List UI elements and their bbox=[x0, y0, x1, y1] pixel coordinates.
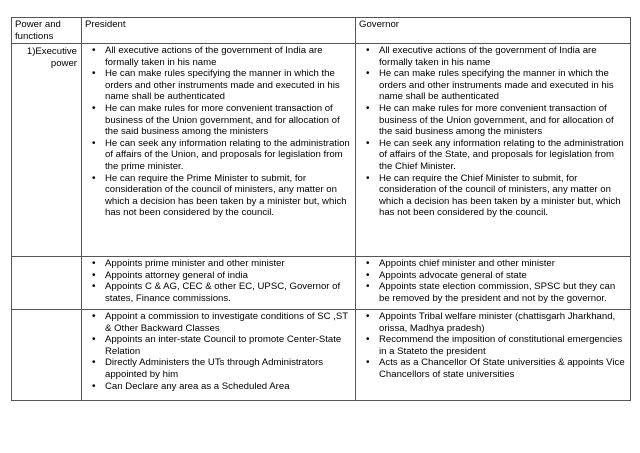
list-item: • Appoints attorney general of india bbox=[85, 270, 351, 282]
list-item: • He can make rules specifying the manner in which the orders and other instruments made and executed in his name shall be authenticated bbox=[359, 68, 626, 103]
row-label bbox=[12, 310, 82, 401]
header-row bbox=[12, 18, 631, 44]
header-governor: Governor bbox=[356, 18, 631, 44]
governor-cell bbox=[356, 257, 631, 310]
header-power-functions: Power and functions bbox=[12, 18, 82, 44]
governor-cell bbox=[356, 44, 631, 257]
list-item: • He can make rules for more convenient transaction of business of the Union government, and for allocation of the said business among the ministers bbox=[359, 103, 626, 138]
governor-list bbox=[356, 44, 630, 221]
list-item: • He can require the Prime Minister to submit, for consideration of the council of ministers, any matter on which a decision has been taken by a minister but, which has not been considered by the council. bbox=[85, 173, 351, 219]
list-item: • Recommend the imposition of constitutional emergencies in a Stateto the president bbox=[359, 334, 626, 357]
header-president: President bbox=[82, 18, 356, 44]
list-item: • He can make rules for more convenient transaction of business of the Union government, and for allocation of the said business among the ministers bbox=[85, 103, 351, 138]
list-item: • Directly Administers the UTs through Administrators appointed by him bbox=[85, 357, 351, 380]
list-item: • Appoints Tribal welfare minister (chattisgarh Jharkhand, orissa, Madhya pradesh) bbox=[359, 311, 626, 334]
list-item: • He can make rules specifying the manner in which the orders and other instruments made and executed in his name shall be authenticated bbox=[85, 68, 351, 103]
table-row bbox=[12, 44, 631, 257]
list-item: • He can require the Chief Minister to submit, for consideration of the council of ministers, any matter on which a decision has been taken by a minister but, which has not been considered by the council. bbox=[359, 173, 626, 219]
president-cell bbox=[82, 257, 356, 310]
president-cell bbox=[82, 310, 356, 401]
list-item: • All executive actions of the government of India are formally taken in his name bbox=[359, 45, 626, 68]
governor-cell bbox=[356, 310, 631, 401]
list-item: • Appoints chief minister and other minister bbox=[359, 258, 626, 270]
list-item: • Appoints state election commission, SPSC but they can be removed by the president and not by the governor. bbox=[359, 281, 626, 304]
powers-comparison-table bbox=[11, 17, 631, 401]
list-item: • Appoint a commission to investigate conditions of SC ,ST & Other Backward Classes bbox=[85, 311, 351, 334]
list-item: • Acts as a Chancellor Of State universities & appoints Vice Chancellors of state universities bbox=[359, 357, 626, 380]
list-item: • Appoints advocate general of state bbox=[359, 270, 626, 282]
list-item: • All executive actions of the government of India are formally taken in his name bbox=[85, 45, 351, 68]
row-label: 1)Executive power bbox=[12, 44, 82, 257]
list-item: • Appoints an inter-state Council to promote Center-State Relation bbox=[85, 334, 351, 357]
list-item: • Appoints C & AG, CEC & other EC, UPSC, Governor of states, Finance commissions. bbox=[85, 281, 351, 304]
list-item: • Can Declare any area as a Scheduled Area bbox=[85, 381, 351, 393]
row-label bbox=[12, 257, 82, 310]
governor-list bbox=[356, 257, 630, 306]
list-item: • He can seek any information relating to the administration of affairs of the State, and proposals for legislation from the Chief Minister. bbox=[359, 138, 626, 173]
governor-list bbox=[356, 310, 630, 383]
president-list bbox=[82, 257, 355, 306]
list-item: • He can seek any information relating to the administration of affairs of the Union, and proposals for legislation from the prime minister. bbox=[85, 138, 351, 173]
president-list bbox=[82, 310, 355, 394]
president-list bbox=[82, 44, 355, 221]
president-cell bbox=[82, 44, 356, 257]
table-row bbox=[12, 257, 631, 310]
list-item: • Appoints prime minister and other minister bbox=[85, 258, 351, 270]
table-row bbox=[12, 310, 631, 401]
